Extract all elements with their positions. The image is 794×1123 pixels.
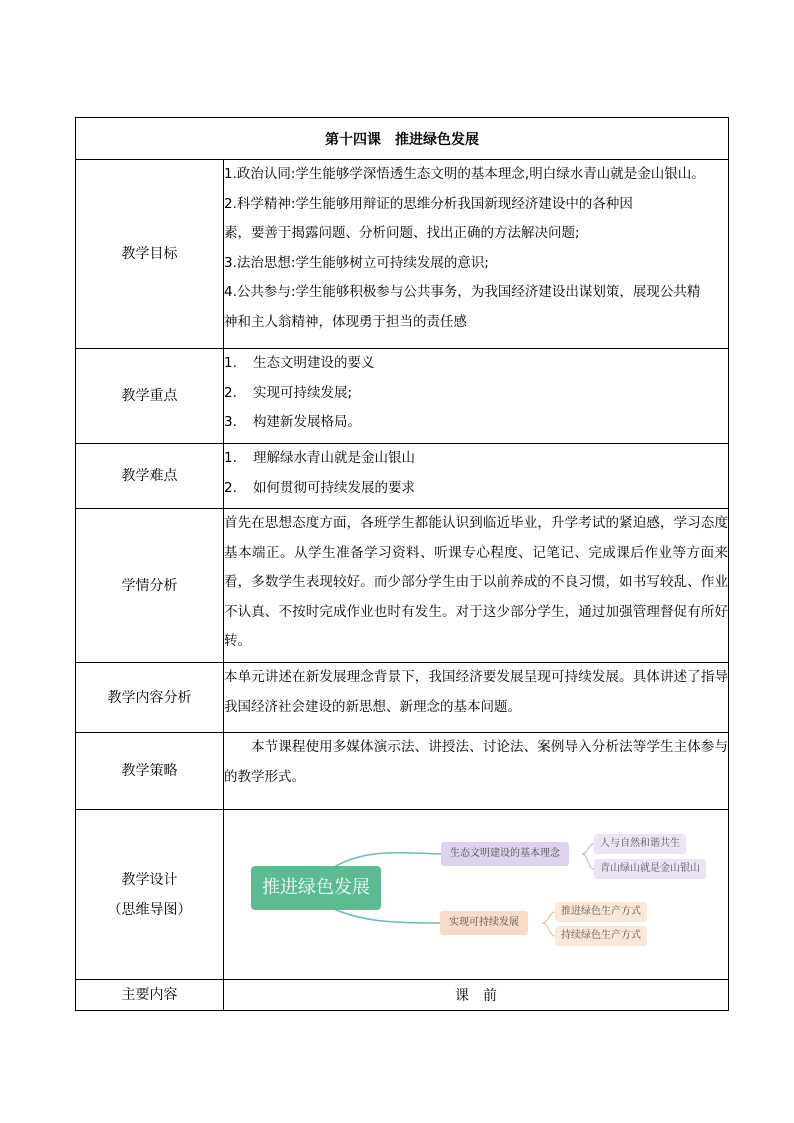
objectives-content	[224, 160, 729, 349]
content-analysis-text: 本单元讲述在新发展理念背景下，我国经济要发展呈现可持续发展。具体讲述了指导我国经济社会建设的新思想、新理念的基本问题。	[224, 669, 728, 715]
student-analysis-content	[224, 509, 729, 663]
objective-line: 2.科学精神:学生能够用辩证的思维分析我国新现经济建设中的各种因	[224, 195, 633, 212]
mindmap-branch: 生态文明建设的基本理念	[441, 842, 569, 866]
key-points-content	[224, 349, 729, 444]
list-item: 1. 理解绿水青山就是金山银山	[224, 450, 415, 466]
connector-branch2-leaf2	[542, 923, 555, 936]
design-label	[76, 810, 224, 980]
mindmap-leaf: 青山绿山就是金山银山	[594, 859, 706, 879]
strategy-content	[224, 733, 729, 810]
list-item: 2. 实现可持续发展;	[224, 384, 353, 401]
mindmap-leaf: 推进绿色生产方式	[555, 902, 647, 922]
lesson-plan-table	[75, 117, 729, 1011]
objective-line: 3.法治思想:学生能够树立可持续发展的意识;	[224, 254, 489, 271]
mindmap-branch: 实现可持续发展	[440, 911, 528, 935]
objective-line: 4.公共参与:学生能够积极参与公共事务，为我国经济建设出谋划策，展现公共精	[224, 284, 701, 300]
mindmap	[224, 810, 728, 973]
objective-line: 1.政治认同:学生能够学深悟透生态文明的基本理念,明白绿水青山就是金山银山。	[224, 166, 705, 182]
connector-branch1-leaf2	[582, 854, 594, 869]
objective-line: 素，要善于揭露问题、分析问题、找出正确的方法解决问题;	[224, 225, 580, 241]
design-label-line2: （思维导图）	[107, 901, 192, 918]
mindmap-cell	[224, 810, 729, 980]
difficulties-label: 教学难点	[76, 444, 224, 509]
list-item: 1. 生态文明建设的要义	[224, 355, 375, 371]
list-item: 3. 构建新发展格局。	[224, 414, 361, 430]
difficulties-content	[224, 444, 729, 509]
connector-root-branch2	[334, 909, 440, 923]
content-analysis-content	[224, 663, 729, 733]
connector-root-branch1	[334, 853, 441, 867]
lesson-title: 第十四课 推进绿色发展	[76, 118, 729, 160]
connector-branch2-leaf1	[542, 912, 555, 923]
strategy-text: 本节课程使用多媒体演示法、讲授法、讨论法、案例导入分析法等学生主体参与的教学形式。	[224, 739, 728, 785]
content-analysis-label: 教学内容分析	[76, 663, 224, 733]
mindmap-leaf: 持续绿色生产方式	[555, 926, 647, 946]
main-content-label: 主要内容	[76, 980, 224, 1011]
connector-branch1-leaf1	[582, 844, 594, 854]
key-points-label: 教学重点	[76, 349, 224, 444]
mindmap-root: 推进绿色发展	[251, 866, 381, 910]
objective-line: 神和主人翁精神，体现勇于担当的责任感	[224, 313, 467, 330]
student-analysis-text: 首先在思想态度方面，各班学生都能认识到临近毕业，升学考试的紧迫感，学习态度基本端正。从学生准备学习资料、听课专心程度、记笔记、完成课后作业等方面来看，多数学生表现较好。而少部分学生由于以前养成的不良习惯，如书写较乱、作业不认真、不按时完成作业也时有发生。对于这少部分学生，通过加强管理督促有所好转。	[224, 515, 728, 649]
main-content-value: 课 前	[224, 980, 729, 1011]
student-analysis-label: 学情分析	[76, 509, 224, 663]
mindmap-leaf: 人与自然和谐共生	[594, 834, 686, 854]
list-item: 2. 如何贯彻可持续发展的要求	[224, 479, 415, 496]
design-label-line1: 教学设计	[121, 871, 178, 888]
strategy-label: 教学策略	[76, 733, 224, 810]
objectives-label: 教学目标	[76, 160, 224, 349]
